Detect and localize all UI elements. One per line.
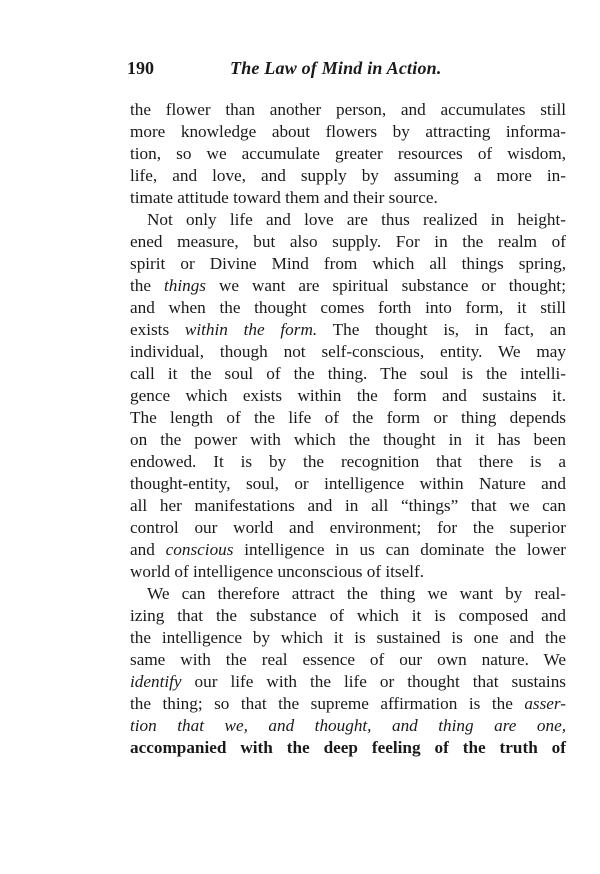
text-segment: our life with the life or thought that sustains xyxy=(181,672,566,691)
text-segment: We can therefore attract the thing we want by real- xyxy=(147,584,566,603)
text-segment: timate attitude toward them and their source. xyxy=(130,188,438,207)
text-line xyxy=(130,253,566,275)
text-segment: the thing; so that the supreme affirmation is the xyxy=(130,694,525,713)
text-segment: Not only life and love are thus realized in height- xyxy=(147,210,566,229)
text-line xyxy=(130,605,566,627)
text-line xyxy=(130,671,566,693)
text-line xyxy=(130,561,566,583)
text-segment: on the power with which the thought in it has been xyxy=(130,430,566,449)
text-segment: endowed. It is by the recognition that there is a xyxy=(130,452,566,471)
text-segment: the flower than another person, and accumulates still xyxy=(130,100,566,119)
text-line xyxy=(130,517,566,539)
text-segment: call it the soul of the thing. The soul is the intelli- xyxy=(130,364,566,383)
text-line xyxy=(130,429,566,451)
text-line xyxy=(130,121,566,143)
text-segment: same with the real essence of our own nature. We xyxy=(130,650,566,669)
text-line xyxy=(130,143,566,165)
text-line xyxy=(130,99,566,121)
paragraph-start-line xyxy=(130,583,566,605)
running-title: The Law of Mind in Action. xyxy=(230,58,442,78)
paragraph-start-line xyxy=(130,209,566,231)
text-line xyxy=(130,451,566,473)
text-line xyxy=(130,187,566,209)
text-segment: ened measure, but also supply. For in the realm of xyxy=(130,232,566,251)
italic-text: tion that we, and thought, and thing are one, xyxy=(130,716,566,735)
text-line xyxy=(130,319,566,341)
text-segment: gence which exists within the form and sustains it. xyxy=(130,386,566,405)
text-segment: exists xyxy=(130,320,185,339)
text-line xyxy=(130,495,566,517)
text-segment: we want are spiritual substance or thought; xyxy=(206,276,566,295)
text-line xyxy=(130,165,566,187)
text-line xyxy=(130,231,566,253)
text-line xyxy=(130,473,566,495)
text-segment: spirit or Divine Mind from which all things spring, xyxy=(130,254,566,273)
italic-text: things xyxy=(163,276,206,295)
text-segment: world of intelligence unconscious of itself. xyxy=(130,562,425,581)
text-line xyxy=(130,407,566,429)
text-line xyxy=(130,341,566,363)
text-line xyxy=(130,363,566,385)
text-segment: and xyxy=(130,540,166,559)
text-segment: izing that the substance of which it is composed and xyxy=(130,606,566,625)
text-segment: tion, so we accumulate greater resources of wisdom, xyxy=(130,144,566,163)
text-line xyxy=(130,539,566,561)
italic-text: asser- xyxy=(524,694,566,713)
text-segment: life, and love, and supply by assuming a more in- xyxy=(130,166,566,185)
text-segment: all her manifestations and in all “things” that we can xyxy=(130,496,566,515)
text-segment: and when the thought comes forth into form, it still xyxy=(130,298,566,317)
text-line xyxy=(130,693,566,715)
text-line xyxy=(130,297,566,319)
text-segment: individual, though not self-conscious, entity. We may xyxy=(130,342,566,361)
page-body-text xyxy=(130,99,566,759)
text-segment: thought-entity, soul, or intelligence within Nature and xyxy=(130,474,566,493)
text-segment: The length of the life of the form or thing depends xyxy=(130,408,566,427)
text-line xyxy=(130,627,566,649)
text-line xyxy=(130,649,566,671)
text-segment: The thought is, in fact, an xyxy=(317,320,566,339)
text-segment: intelligence in us can dominate the lower xyxy=(233,540,566,559)
text-line xyxy=(130,737,566,759)
running-header xyxy=(127,58,567,84)
text-line xyxy=(130,715,566,737)
italic-text: identify xyxy=(130,672,182,691)
text-line xyxy=(130,385,566,407)
page-number: 190 xyxy=(127,58,154,78)
italic-text: conscious xyxy=(165,540,234,559)
bold-text: accompanied with the deep feeling of the truth of xyxy=(130,738,566,757)
text-segment: more knowledge about flowers by attracting informa- xyxy=(130,122,566,141)
text-segment: the intelligence by which it is sustained is one and the xyxy=(130,628,566,647)
text-segment: control our world and environment; for the superior xyxy=(130,518,566,537)
text-segment: the xyxy=(130,276,164,295)
text-line xyxy=(130,275,566,297)
italic-text: within the form. xyxy=(184,320,318,339)
